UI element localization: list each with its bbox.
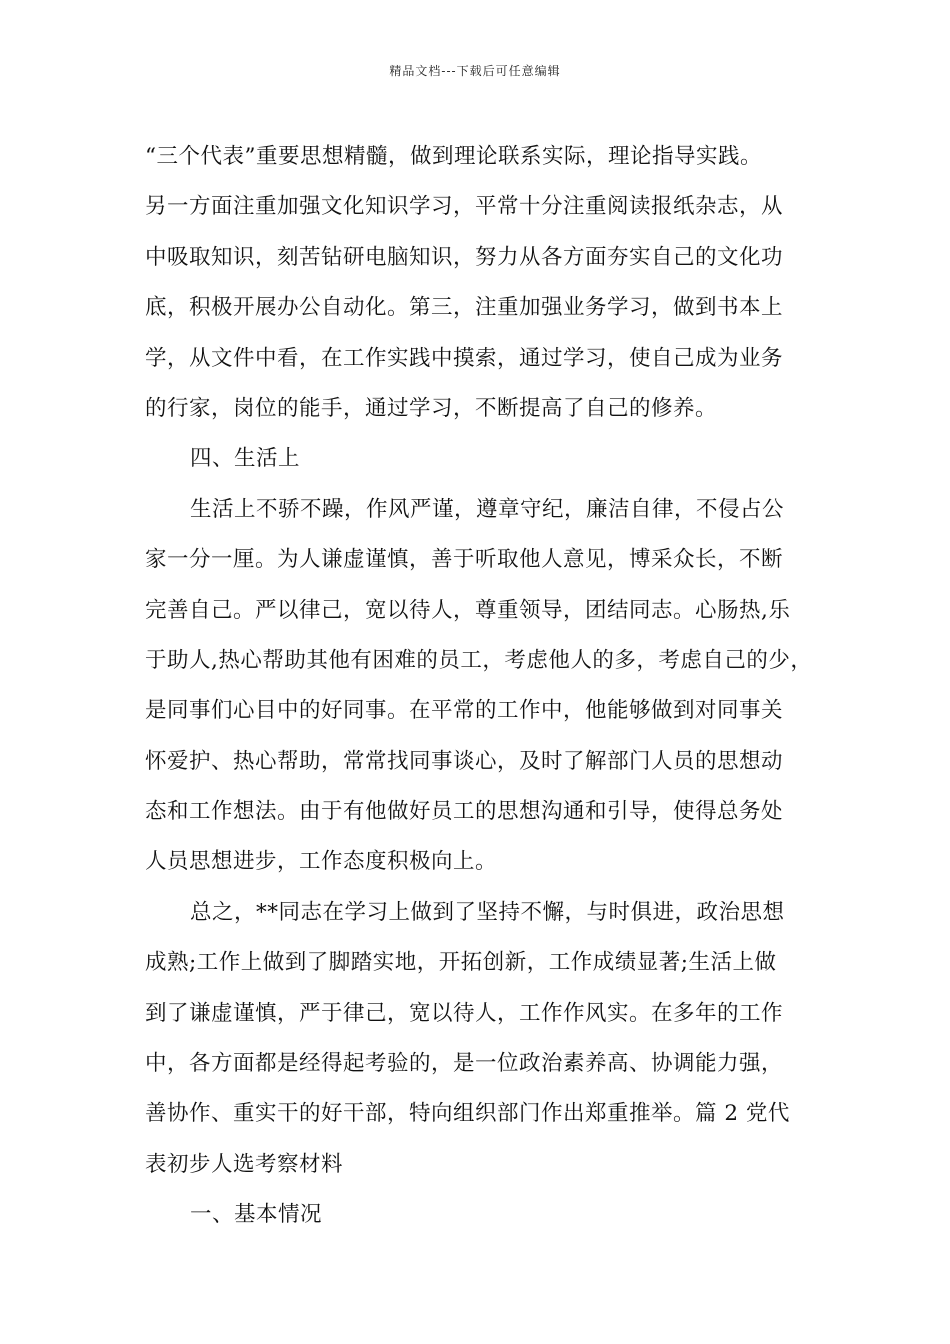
text-line: 是同事们心目中的好同事。在平常的工作中，他能够做到对同事关 [145,698,784,724]
text-line: 另一方面注重加强文化知识学习，平常十分注重阅读报纸杂志，从 [145,194,784,220]
section-heading-basic-info: 一、基本情况 [190,1202,323,1228]
text-line: 中，各方面都是经得起考验的，是一位政治素养高、协调能力强， [145,1051,784,1077]
text-line: “三个代表”重要思想精髓，做到理论联系实际，理论指导实践。 [145,144,762,169]
text-line: 表初步人选考察材料 [145,1151,344,1177]
text-line: 人员思想进步，工作态度积极向上。 [145,849,498,875]
text-line: 学，从文件中看，在工作实践中摸索，通过学习，使自己成为业务 [145,345,784,371]
text-line: 成熟;工作上做到了脚踏实地，开拓创新，工作成绩显著;生活上做 [145,950,777,976]
page-header: 精品文档---下载后可任意编辑 [389,64,561,78]
text-line: 于助人,热心帮助其他有困难的员工，考虑他人的多，考虑自己的少， [145,647,813,673]
paragraph-start-line: 生活上不骄不躁，作风严谨，遵章守纪，廉洁自律，不侵占公 [190,496,785,522]
section-heading-life: 四、生活上 [190,446,301,472]
text-line: 家一分一厘。为人谦虚谨慎，善于听取他人意见，博采众长，不断 [145,547,784,573]
text-line: 怀爱护、热心帮助，常常找同事谈心，及时了解部门人员的思想动 [145,748,784,774]
document-body [145,132,825,1241]
text-line: 完善自己。严以律己，宽以待人，尊重领导，团结同志。心肠热,乐 [145,597,791,623]
text-line: 的行家，岗位的能手，通过学习，不断提高了自己的修养。 [145,395,718,421]
text-line: 态和工作想法。由于有他做好员工的思想沟通和引导，使得总务处 [145,799,784,825]
text-line: 到了谦虚谨慎，严于律己，宽以待人，工作作风实。在多年的工作 [145,1000,784,1026]
text-line: 中吸取知识，刻苦钻研电脑知识，努力从各方面夯实自己的文化功 [145,244,784,270]
text-line: 底，积极开展办公自动化。第三，注重加强业务学习，做到书本上 [145,295,784,321]
text-line: 善协作、重实干的好干部，特向组织部门作出郑重推举。篇 2 党代 [145,1101,790,1127]
paragraph-start-line: 总之，**同志在学习上做到了坚持不懈，与时俱进，政治思想 [190,899,785,925]
